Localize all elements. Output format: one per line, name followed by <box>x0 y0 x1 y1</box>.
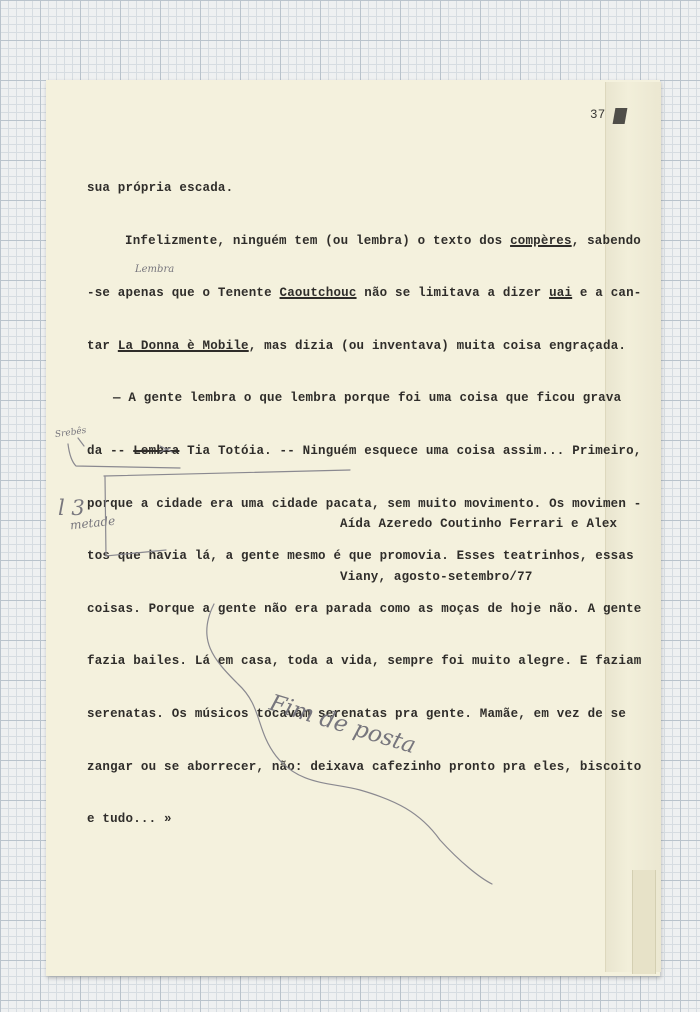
word-caoutchouc: Caoutchouc <box>279 286 357 301</box>
page-number: 37 <box>590 108 606 122</box>
word-uai: uai <box>549 286 573 301</box>
text-line-3-end: e a can- <box>572 286 642 301</box>
text-line-6-end: Tia Totóia. -- Ninguém esquece uma coisa assim... Primeiro, <box>179 443 642 458</box>
pencil-note-metade: metade <box>69 513 116 533</box>
pencil-box-line <box>105 477 166 556</box>
pencil-curve <box>207 604 492 884</box>
pencil-tick <box>78 438 84 446</box>
pencil-note-l3: l 3 <box>58 496 85 520</box>
pencil-box-line <box>104 470 350 476</box>
text-line-4: tar <box>87 338 118 353</box>
text-line-13: e tudo... » <box>87 812 172 827</box>
text-line-11: serenatas. Os músicos tocavam serenatas pra gente. Mamãe, em vez de se <box>87 706 627 721</box>
pencil-note-margin-small: Srebês <box>54 425 88 441</box>
text-line-10: fazia bailes. Lá em casa, toda a vida, sempre foi muito alegre. E faziam <box>87 654 642 669</box>
pencil-arrow <box>160 446 172 452</box>
signature-line: Aída Azeredo Coutinho Ferrari e Alex <box>340 517 618 531</box>
text-line-3-mid: não se limitava a dizer <box>356 286 550 301</box>
text-line-8: tos que havia lá, a gente mesmo é que promovia. Esses teatrinhos, essas <box>87 549 634 564</box>
struck-word-lembra: Lembra <box>133 443 180 458</box>
word-comperes: compères <box>510 233 572 248</box>
signature-line: Viany, agosto-setembro/77 <box>340 570 533 584</box>
pencil-note-lembra: Lembra <box>135 264 175 275</box>
text-line-12: zangar ou se aborrecer, não: deixava cafezinho pronto pra eles, biscoito <box>87 759 642 774</box>
text-line-3: -se apenas que o Tenente <box>87 286 280 301</box>
title-la-donna: La Donna è Mobile <box>117 338 249 353</box>
text-line-1: sua própria escada. <box>87 181 234 195</box>
text-line-6: da -- <box>87 443 134 458</box>
text-line-4-end: , mas dizia (ou inventava) muita coisa engraçada. <box>248 338 627 353</box>
text-line-5: — A gente lembra o que lembra porque foi uma coisa que ficou grava <box>113 391 622 406</box>
text-line-9: coisas. Porque a gente não era parada como as moças de hoje não. A gente <box>87 601 642 616</box>
pencil-note-fim-de-posta: Fim de posta <box>266 690 419 760</box>
text-line-7: porque a cidade era uma cidade pacata, sem muito movimento. Os movimen - <box>87 496 642 511</box>
text-line-2-end: , sabendo <box>571 233 641 248</box>
text-line-2: Infelizmente, ninguém tem (ou lembra) o texto dos <box>125 233 511 248</box>
